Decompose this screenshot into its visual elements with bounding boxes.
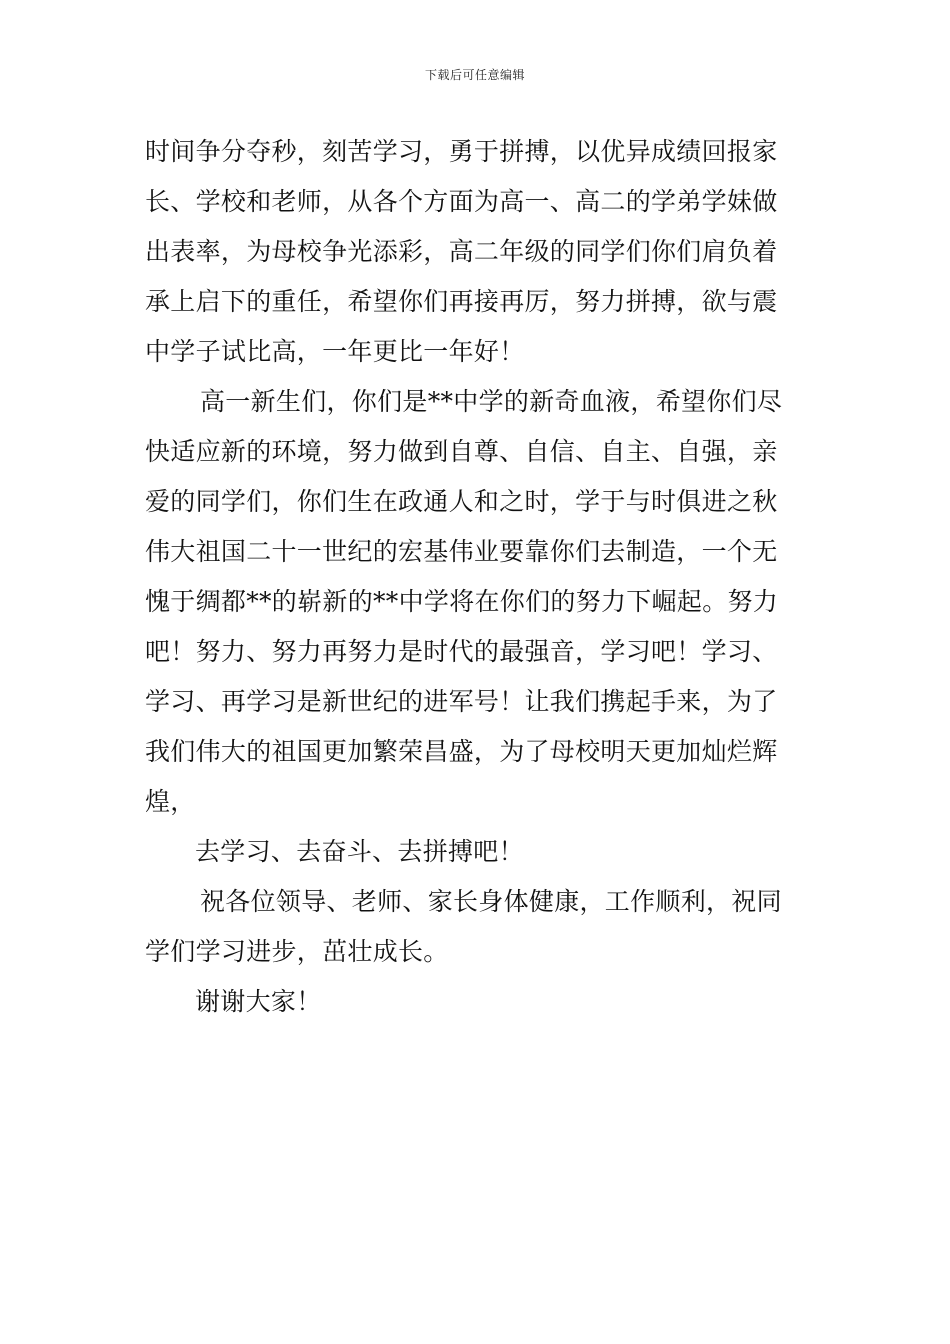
text-line: 快适应新的环境，努力做到自尊、自信、自主、自强，亲 xyxy=(145,437,778,466)
text-line: 学们学习进步，茁壮成长。 xyxy=(145,937,449,966)
text-line: 吧！努力、努力再努力是时代的最强音，学习吧！学习、 xyxy=(145,637,778,666)
text-line: 谢谢大家！ xyxy=(195,987,322,1016)
text-line: 伟大祖国二十一世纪的宏基伟业要靠你们去制造，一个无 xyxy=(145,537,778,566)
text-line: 祝各位领导、老师、家长身体健康，工作顺利，祝同 xyxy=(200,887,782,916)
text-line: 煌， xyxy=(145,787,196,816)
document-body xyxy=(145,127,810,1027)
text-line: 长、学校和老师，从各个方面为高一、高二的学弟学妹做 xyxy=(145,187,778,216)
text-line: 我们伟大的祖国更加繁荣昌盛，为了母校明天更加灿烂辉 xyxy=(145,737,778,766)
text-line: 时间争分夺秒，刻苦学习，勇于拼搏，以优异成绩回报家 xyxy=(145,137,778,166)
text-line: 中学子试比高，一年更比一年好！ xyxy=(145,337,525,366)
text-line: 愧于绸都**的崭新的**中学将在你们的努力下崛起。努力 xyxy=(145,587,779,616)
text-line: 承上启下的重任，希望你们再接再厉，努力拼搏，欲与震 xyxy=(145,287,778,316)
text-line: 学习、再学习是新世纪的进军号！让我们携起手来，为了 xyxy=(145,687,778,716)
text-line: 爱的同学们，你们生在政通人和之时，学于与时俱进之秋 xyxy=(145,487,778,516)
text-line: 去学习、去奋斗、去拼搏吧！ xyxy=(195,837,524,866)
text-line: 出表率，为母校争光添彩，高二年级的同学们你们肩负着 xyxy=(145,237,778,266)
text-line: 高一新生们，你们是**中学的新奇血液，希望你们尽 xyxy=(200,387,783,416)
page-header-note: 下载后可任意编辑 xyxy=(424,68,525,82)
